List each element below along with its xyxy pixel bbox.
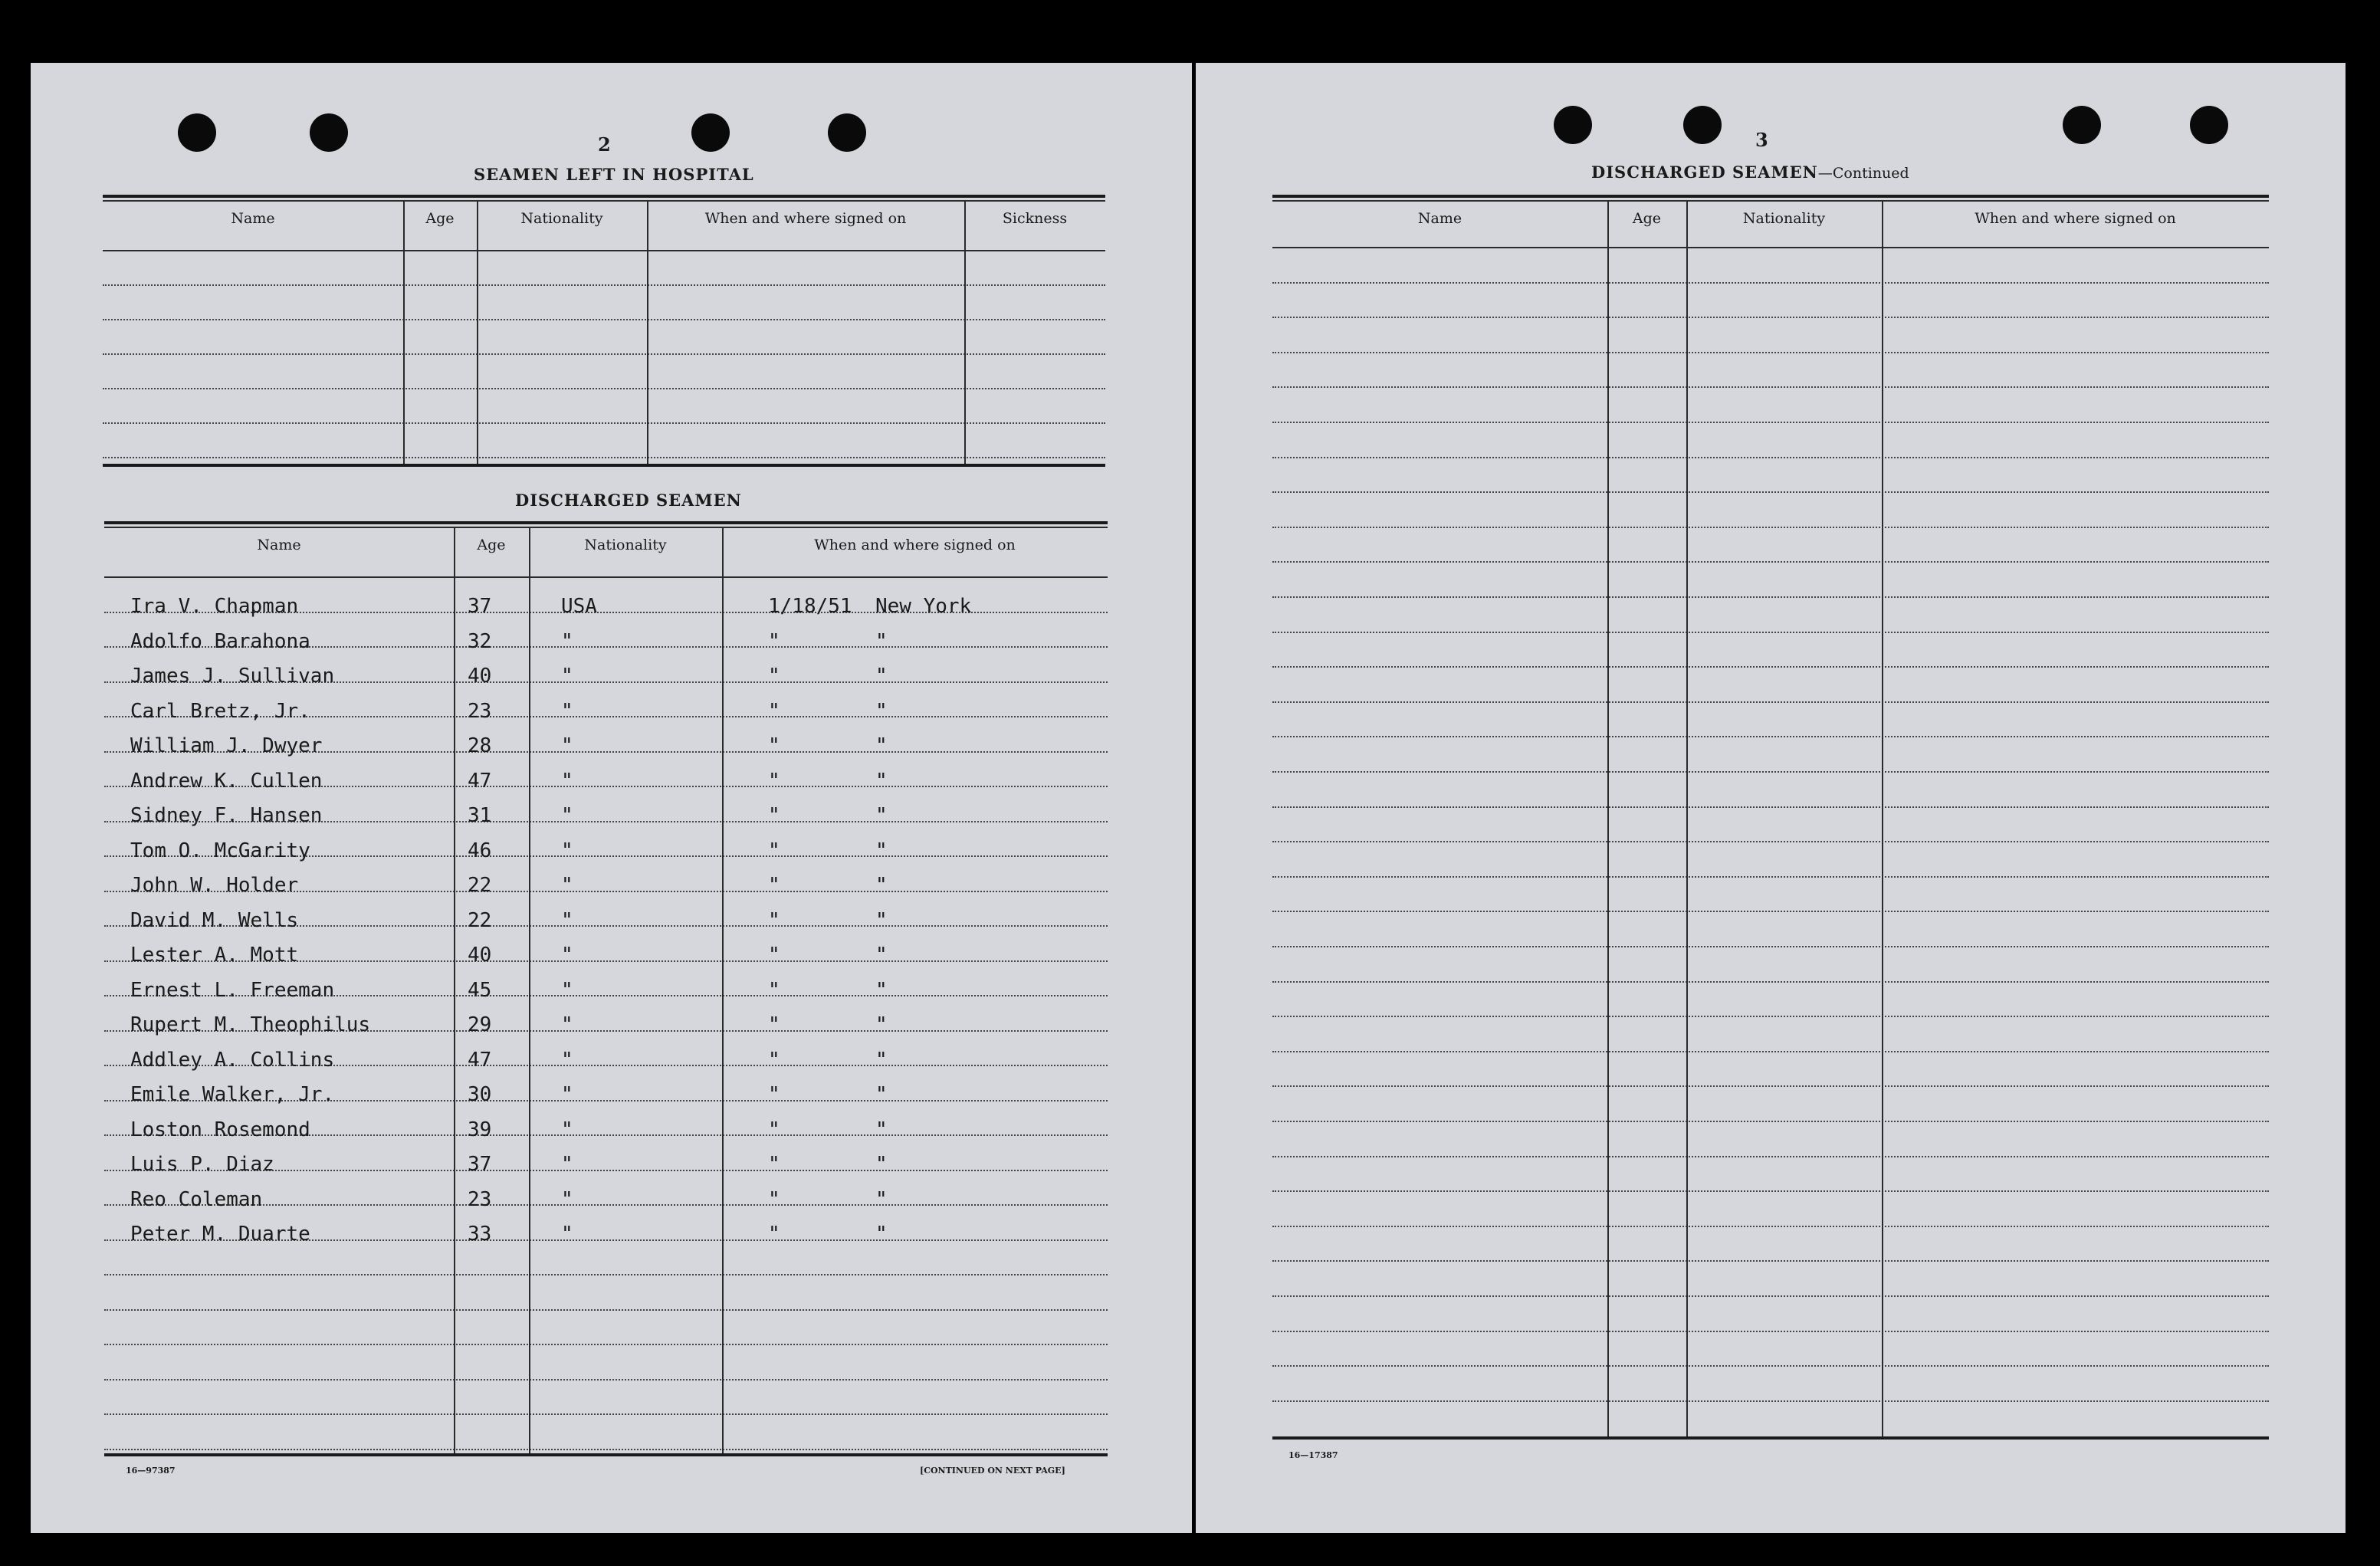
seaman-age: 23 <box>468 699 492 723</box>
seaman-age: 40 <box>468 944 492 967</box>
seaman-nationality: " <box>561 908 573 932</box>
seaman-name: William J. Dwyer <box>130 734 323 757</box>
header-rule <box>103 250 1105 251</box>
column-separator <box>647 201 648 464</box>
title-main: DISCHARGED SEAMEN <box>1591 163 1818 182</box>
row-line <box>1272 527 2269 528</box>
row-line <box>1272 491 2269 493</box>
signed-on-date: " <box>768 944 780 967</box>
signed-on-place: " <box>875 769 888 793</box>
table-top-rule <box>103 195 1105 198</box>
seaman-nationality: USA <box>561 595 597 618</box>
row-line <box>1272 876 2269 878</box>
seaman-name: Luis P. Diaz <box>130 1153 274 1176</box>
column-header: Name <box>257 537 301 553</box>
seaman-name: Ernest L. Freeman <box>130 978 335 1002</box>
seaman-nationality: " <box>561 1153 573 1176</box>
row-line <box>103 284 1105 286</box>
row-line <box>1272 1016 2269 1017</box>
page-number: 3 <box>1755 129 1768 151</box>
signed-on-date: " <box>768 1013 780 1036</box>
seaman-nationality: " <box>561 978 573 1002</box>
row-line <box>1272 981 2269 983</box>
seaman-nationality: " <box>561 665 573 688</box>
column-separator <box>722 527 724 1453</box>
seaman-age: 32 <box>468 629 492 653</box>
column-header: When and where signed on <box>704 210 907 227</box>
row-line <box>1272 352 2269 353</box>
column-separator <box>1882 201 1883 1436</box>
seaman-nationality: " <box>561 1187 573 1211</box>
seaman-age: 29 <box>468 1013 492 1036</box>
column-header: Age <box>477 537 506 553</box>
signed-on-date: " <box>768 804 780 827</box>
column-separator <box>1607 201 1609 1436</box>
punch-hole <box>2063 106 2101 144</box>
seaman-nationality: " <box>561 1048 573 1072</box>
hospital-section-title: SEAMEN LEFT IN HOSPITAL <box>474 165 754 184</box>
signed-on-place: " <box>875 1118 888 1141</box>
seaman-nationality: " <box>561 944 573 967</box>
signed-on-date: " <box>768 1118 780 1141</box>
row-line <box>1272 1260 2269 1262</box>
column-header: Nationality <box>584 537 667 553</box>
row-line <box>1272 596 2269 598</box>
signed-on-date: " <box>768 1153 780 1176</box>
row-line <box>1272 317 2269 318</box>
punch-hole <box>178 113 216 152</box>
form-number: 16—97387 <box>126 1466 176 1476</box>
row-line <box>1272 1295 2269 1297</box>
seaman-age: 46 <box>468 839 492 862</box>
signed-on-place: " <box>875 629 888 653</box>
table-bottom-rule <box>1272 1436 2269 1440</box>
continued-note: [CONTINUED ON NEXT PAGE] <box>920 1466 1065 1476</box>
signed-on-date: " <box>768 629 780 653</box>
row-line <box>104 1309 1108 1311</box>
right-page <box>1196 63 2346 1533</box>
column-header: When and where signed on <box>814 537 1016 553</box>
seaman-name: Adolfo Barahona <box>130 629 310 653</box>
seaman-nationality: " <box>561 734 573 757</box>
column-separator <box>403 201 405 464</box>
row-line <box>1272 841 2269 842</box>
row-line <box>1272 666 2269 668</box>
seaman-nationality: " <box>561 874 573 897</box>
row-line <box>1272 1226 2269 1227</box>
row-line <box>1272 282 2269 284</box>
seaman-age: 47 <box>468 769 492 793</box>
row-line <box>1272 806 2269 808</box>
signed-on-place: " <box>875 1083 888 1106</box>
signed-on-date: " <box>768 734 780 757</box>
row-line <box>1272 1400 2269 1402</box>
row-line <box>1272 632 2269 633</box>
signed-on-date: " <box>768 1223 780 1246</box>
row-line <box>1272 1085 2269 1087</box>
column-header: Nationality <box>520 210 603 227</box>
seaman-age: 40 <box>468 665 492 688</box>
seaman-name: Reo Coleman <box>130 1187 263 1211</box>
row-line <box>1272 736 2269 737</box>
row-line <box>1272 701 2269 703</box>
seaman-nationality: " <box>561 1013 573 1036</box>
row-line <box>103 388 1105 389</box>
row-line <box>103 422 1105 424</box>
continued-section-title <box>1591 163 1909 182</box>
signed-on-date: " <box>768 908 780 932</box>
form-number: 16—17387 <box>1288 1450 1338 1460</box>
row-line <box>1272 1331 2269 1332</box>
row-line <box>1272 1051 2269 1052</box>
seaman-age: 22 <box>468 908 492 932</box>
signed-on-date: " <box>768 1048 780 1072</box>
table-bottom-rule <box>103 464 1105 467</box>
signed-on-date: " <box>768 839 780 862</box>
seaman-nationality: " <box>561 839 573 862</box>
row-line <box>104 1274 1108 1275</box>
signed-on-date: " <box>768 665 780 688</box>
seaman-name: David M. Wells <box>130 908 299 932</box>
column-separator <box>1686 201 1688 1436</box>
seaman-age: 31 <box>468 804 492 827</box>
seaman-nationality: " <box>561 699 573 723</box>
column-header: Name <box>1417 210 1462 227</box>
punch-hole <box>1554 106 1592 144</box>
signed-on-place: " <box>875 665 888 688</box>
seaman-age: 37 <box>468 595 492 618</box>
seaman-name: Rupert M. Theophilus <box>130 1013 371 1036</box>
row-line <box>104 1413 1108 1415</box>
left-page <box>31 63 1192 1533</box>
signed-on-date: " <box>768 978 780 1002</box>
seaman-age: 45 <box>468 978 492 1002</box>
header-rule <box>104 576 1108 578</box>
seaman-name: Carl Bretz, Jr. <box>130 699 310 723</box>
seaman-nationality: " <box>561 629 573 653</box>
signed-on-place: " <box>875 1048 888 1072</box>
row-line <box>1272 1156 2269 1157</box>
signed-on-place: " <box>875 908 888 932</box>
seaman-age: 37 <box>468 1153 492 1176</box>
signed-on-place: " <box>875 1013 888 1036</box>
signed-on-place: " <box>875 804 888 827</box>
column-header: Nationality <box>1742 210 1826 227</box>
seaman-nationality: " <box>561 1118 573 1141</box>
title-continued: —Continued <box>1817 165 1909 182</box>
seaman-name: Emile Walker, Jr. <box>130 1083 335 1106</box>
punch-hole <box>310 113 348 152</box>
column-separator <box>529 527 530 1453</box>
signed-on-date: " <box>768 874 780 897</box>
table-top-rule <box>1272 195 2269 198</box>
column-header: Sickness <box>1002 210 1068 227</box>
signed-on-place: " <box>875 944 888 967</box>
signed-on-place: " <box>875 1153 888 1176</box>
column-separator <box>454 527 455 1453</box>
row-line <box>1272 457 2269 458</box>
seaman-nationality: " <box>561 804 573 827</box>
seaman-nationality: " <box>561 1223 573 1246</box>
row-line <box>103 457 1105 458</box>
signed-on-place: " <box>875 839 888 862</box>
table-top-rule <box>104 521 1108 524</box>
row-line <box>104 1379 1108 1381</box>
signed-on-place: New York <box>875 595 972 618</box>
row-line <box>1272 386 2269 388</box>
seaman-name: Peter M. Duarte <box>130 1223 310 1246</box>
signed-on-date: " <box>768 769 780 793</box>
table-top-rule <box>1272 200 2269 202</box>
signed-on-date: " <box>768 699 780 723</box>
seaman-age: 33 <box>468 1223 492 1246</box>
column-header: Name <box>231 210 275 227</box>
seaman-age: 28 <box>468 734 492 757</box>
seaman-name: Addley A. Collins <box>130 1048 335 1072</box>
row-line <box>104 1344 1108 1345</box>
column-separator <box>477 201 478 464</box>
signed-on-place: " <box>875 978 888 1002</box>
row-line <box>1272 1190 2269 1192</box>
seaman-nationality: " <box>561 1083 573 1106</box>
row-line <box>1272 771 2269 773</box>
row-line <box>1272 1365 2269 1367</box>
seaman-nationality: " <box>561 769 573 793</box>
signed-on-date: " <box>768 1083 780 1106</box>
signed-on-place: " <box>875 874 888 897</box>
seaman-name: Tom O. McGarity <box>130 839 310 862</box>
punch-hole <box>691 113 730 152</box>
column-header: Age <box>1632 210 1662 227</box>
seaman-name: Loston Rosemond <box>130 1118 310 1141</box>
signed-on-place: " <box>875 699 888 723</box>
seaman-age: 39 <box>468 1118 492 1141</box>
row-line <box>104 1449 1108 1450</box>
column-separator <box>964 201 966 464</box>
page-number: 2 <box>598 133 611 156</box>
table-top-rule <box>104 527 1108 528</box>
column-header: When and where signed on <box>1975 210 2176 227</box>
row-line <box>1272 422 2269 423</box>
seaman-name: John W. Holder <box>130 874 299 897</box>
row-line <box>103 319 1105 320</box>
seaman-name: James J. Sullivan <box>130 665 335 688</box>
seaman-name: Andrew K. Cullen <box>130 769 323 793</box>
row-line <box>103 353 1105 355</box>
seaman-age: 47 <box>468 1048 492 1072</box>
signed-on-place: " <box>875 1223 888 1246</box>
table-bottom-rule <box>104 1453 1108 1456</box>
row-line <box>1272 946 2269 947</box>
discharged-section-title: DISCHARGED SEAMEN <box>515 491 742 510</box>
seaman-age: 22 <box>468 874 492 897</box>
punch-hole <box>1683 106 1722 144</box>
table-top-rule <box>103 200 1105 202</box>
punch-hole <box>2190 106 2228 144</box>
signed-on-date: 1/18/51 <box>768 595 852 618</box>
header-rule <box>1272 247 2269 248</box>
seaman-name: Sidney F. Hansen <box>130 804 323 827</box>
seaman-age: 30 <box>468 1083 492 1106</box>
seaman-name: Lester A. Mott <box>130 944 299 967</box>
signed-on-place: " <box>875 1187 888 1211</box>
row-line <box>1272 911 2269 912</box>
row-line <box>1272 561 2269 563</box>
seaman-name: Ira V. Chapman <box>130 595 299 618</box>
signed-on-place: " <box>875 734 888 757</box>
row-line <box>1272 1121 2269 1122</box>
punch-hole <box>828 113 866 152</box>
seaman-age: 23 <box>468 1187 492 1211</box>
signed-on-date: " <box>768 1187 780 1211</box>
column-header: Age <box>425 210 455 227</box>
